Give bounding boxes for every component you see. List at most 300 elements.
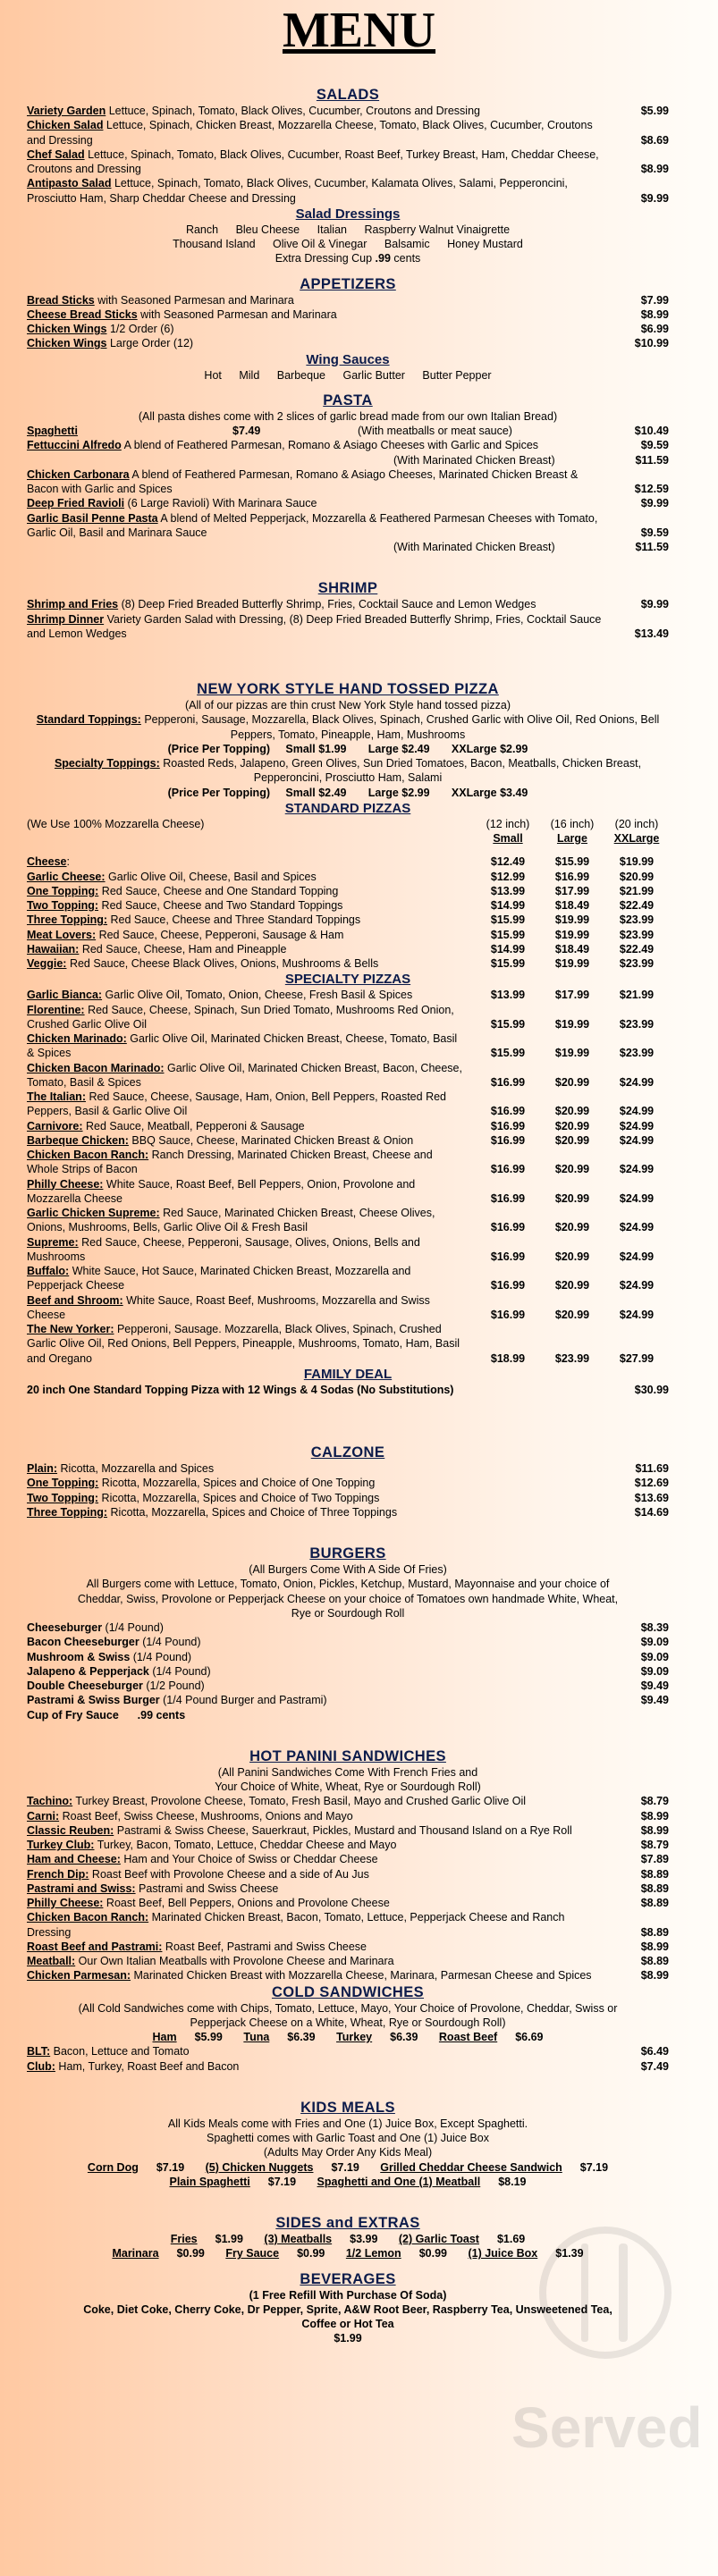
- panini-item-name: Philly Cheese:: [27, 1897, 104, 1909]
- burger-item: [27, 1693, 669, 1707]
- appetizer-item-text: Large Order (12): [106, 337, 194, 350]
- panini-item-desc: [27, 1896, 615, 1910]
- pasta-penne: Garlic Basil Penne Pasta A blend of Melted Pepperjack, Mozzarella & Feathered Parmesan Cheeses with Tomato, Garlic Oil, Basil and Marinara Sauce $9.59: [27, 511, 669, 539]
- burger-item-name: Pastrami & Swiss Burger: [27, 1694, 160, 1707]
- dressing: Honey Mustard: [447, 238, 523, 250]
- burgers-title: BURGERS: [309, 1545, 386, 1562]
- calzone-item: [27, 1491, 669, 1505]
- specialty-pizza-row-desc: [27, 1090, 476, 1119]
- specialty-pizza-row: [27, 1235, 669, 1265]
- cold-sandwich-item-price: $7.49: [640, 2059, 669, 2073]
- standard-pizza-row-text: Red Sauce, Cheese and One Standard Topping: [98, 884, 339, 897]
- salad-item-desc: [27, 147, 615, 177]
- salad-dressings-title: Salad Dressings: [295, 206, 401, 222]
- wing-sauces-title: Wing Sauces: [306, 351, 390, 367]
- salad-item-name: Antipasto Salad: [27, 177, 112, 190]
- appetizer-item-price: $6.99: [640, 323, 669, 335]
- standard-pizza-row-price: $19.99: [554, 957, 590, 970]
- standard-pizza-row-price: $23.99: [619, 913, 655, 927]
- shrimp-item-desc: [27, 612, 615, 642]
- panini-item-desc: [27, 1823, 615, 1838]
- specialty-pizza-row-text: White Sauce, Roast Beef, Bell Peppers, Onion, Provolone and Mozzarella Cheese: [27, 1177, 416, 1205]
- pasta-note: (All pasta dishes come with 2 slices of garlic bread made from our own Italian Bread): [138, 409, 558, 423]
- panini-item-name: Roast Beef and Pastrami:: [27, 1940, 163, 1953]
- salad-item-price: $8.99: [640, 163, 669, 175]
- panini-item: [27, 1852, 669, 1866]
- burger-item-desc: [27, 1693, 615, 1707]
- specialty-pizza-row-price: $16.99: [490, 1191, 526, 1205]
- standard-pizza-row: [27, 942, 669, 956]
- specialty-pizza-row-price: $21.99: [619, 989, 655, 1002]
- specialty-pizza-row-price: $16.99: [490, 1105, 526, 1118]
- shrimp-title: SHRIMP: [317, 580, 378, 597]
- specialty-pizza-row-price: $20.99: [554, 1250, 590, 1263]
- burger-item-name: Mushroom & Swiss: [27, 1650, 131, 1663]
- appetizer-item-text: 1/2 Order (6): [106, 323, 174, 335]
- appetizer-item-name: Chicken Wings: [27, 337, 107, 350]
- calzone-item-name: One Topping:: [27, 1477, 99, 1490]
- appetizer-item-name: Chicken Wings: [27, 323, 107, 335]
- specialty-pizza-row-desc: [27, 1322, 476, 1366]
- pasta-penne-chicken: (With Marinated Chicken Breast) $11.59: [393, 541, 669, 553]
- burger-item-price: $9.09: [640, 1664, 669, 1678]
- standard-pizza-row-price: $18.49: [554, 899, 590, 912]
- calzone-item: [27, 1476, 669, 1490]
- panini-item-text: Pastrami & Swiss Cheese, Sauerkraut, Pickles, Mustard and Thousand Island on a Rye Roll: [114, 1823, 572, 1837]
- sauce: Butter Pepper: [422, 368, 492, 382]
- specialty-pizza-row-price: $24.99: [619, 1191, 655, 1205]
- appetizer-item-name: Bread Sticks: [27, 293, 95, 307]
- salad-item-desc: [27, 118, 615, 147]
- calzone-item-desc: [27, 1491, 615, 1505]
- shrimp-item-price: $9.99: [640, 598, 669, 611]
- specialty-pizza-row-desc: [27, 1293, 476, 1323]
- panini-item-text: Marinated Chicken Breast with Mozzarella Cheese, Marinara, Parmesan Cheese and Spices: [131, 1969, 592, 1983]
- specialty-pizza-row-price: $24.99: [619, 1221, 655, 1234]
- pasta-title: PASTA: [323, 391, 373, 408]
- specialty-pizza-row-name: Barbeque Chicken:: [27, 1133, 129, 1147]
- specialty-pizza-row-text: Red Sauce, Cheese, Pepperoni, Sausage, Olives, Onions, Bells and Mushrooms: [27, 1235, 420, 1263]
- kids-note-1: All Kids Meals come with Fries and One (1) Juice Box, Except Spaghetti.: [167, 2117, 528, 2130]
- specialty-pizza-row-price: $16.99: [490, 1119, 526, 1132]
- calzone-item-name: Plain:: [27, 1462, 58, 1475]
- panini-item-text: Turkey, Bacon, Tomato, Lettuce, Cheddar Cheese and Mayo: [94, 1839, 397, 1851]
- calzone-list: [27, 1461, 669, 1520]
- specialty-pizza-row-desc: [27, 1177, 476, 1207]
- salad-item-text: Lettuce, Spinach, Chicken Breast, Mozzarella Cheese, Tomato, Black Olives, Cucumber, Croutons and Dressing: [27, 119, 593, 147]
- specialty-pizza-row-name: Carnivore:: [27, 1119, 83, 1132]
- shrimp-item-text: Variety Garden Salad with Dressing, (8) Deep Fried Breaded Butterfly Shrimp, Fries, Cocktail Sauce and Lemon Wedges: [27, 612, 602, 640]
- standard-pizza-list: [27, 854, 669, 971]
- calzone-item-text: Ricotta, Mozzarella and Spices: [57, 1462, 215, 1475]
- panini-item: [27, 1809, 669, 1823]
- standard-pizza-row-desc: [27, 942, 476, 956]
- cold-list: [27, 2044, 669, 2074]
- panini-item-name: Ham and Cheese:: [27, 1853, 121, 1866]
- cold-sandwich-item-name: BLT:: [27, 2045, 51, 2058]
- panini-item-name: Chicken Parmesan:: [27, 1969, 131, 1983]
- salad-item: [27, 147, 669, 177]
- standard-pizza-row-price: $19.99: [619, 855, 655, 869]
- dressing: Ranch: [185, 223, 219, 236]
- dressing: Olive Oil & Vinegar: [273, 238, 367, 250]
- burger-item-price: $9.09: [640, 1650, 669, 1663]
- family-deal-title: FAMILY DEAL: [303, 1366, 393, 1382]
- panini-item-name: Meatball:: [27, 1955, 76, 1967]
- specialty-pizza-row-desc: [27, 1148, 476, 1177]
- specialty-pizza-row-price: $16.99: [490, 1250, 526, 1263]
- standard-pizza-row-name: Two Topping:: [27, 899, 99, 912]
- specialty-pizza-row: [27, 988, 669, 1002]
- appetizer-item: [27, 293, 669, 307]
- standard-pizza-row-price: $12.49: [490, 855, 526, 869]
- specialty-pizza-row-text: BBQ Sauce, Cheese, Marinated Chicken Breast & Onion: [128, 1133, 414, 1147]
- panini-item-text: Roast Beef, Swiss Cheese, Mushrooms, Onions and Mayo: [59, 1809, 353, 1823]
- panini-title: HOT PANINI SANDWICHES: [249, 1747, 446, 1764]
- panini-item-price: $8.99: [640, 1823, 669, 1837]
- standard-pizza-row-name: One Topping:: [27, 884, 99, 897]
- beverages-list: Coke, Diet Coke, Cherry Coke, Dr Pepper, Sprite, A&W Root Beer, Raspberry Tea, Unsweetened Tea, Coffee or Hot Tea: [83, 2302, 612, 2330]
- burger-item-name: Double Cheeseburger: [27, 1679, 143, 1692]
- burger-item-name: Bacon Cheeseburger: [27, 1636, 139, 1649]
- kids-note-2: Spaghetti comes with Garlic Toast and One (1) Juice Box: [207, 2132, 489, 2144]
- specialty-pizza-row-price: $13.99: [490, 989, 526, 1002]
- panini-item-price: $8.89: [640, 1881, 669, 1895]
- burger-item: [27, 1679, 669, 1693]
- cold-sandwich-item-name: Club:: [27, 2059, 55, 2073]
- specialty-pizza-row: [27, 1031, 669, 1061]
- panini-item-text: Pastrami and Swiss Cheese: [135, 1881, 279, 1895]
- calzone-item-price: $12.69: [634, 1477, 669, 1490]
- specialty-pizza-row-text: Garlic Olive Oil, Marinated Chicken Breast, Bacon, Cheese, Tomato, Basil & Spices: [27, 1061, 462, 1089]
- specialty-pizza-row-price: $20.99: [554, 1105, 590, 1118]
- specialty-pizza-row-price: $16.99: [490, 1308, 526, 1321]
- standard-pizza-row-price: $15.99: [490, 913, 526, 927]
- appetizer-item: [27, 322, 669, 336]
- specialty-pizza-row-price: $16.99: [490, 1279, 526, 1292]
- standard-pizza-row-price: $22.49: [619, 942, 655, 955]
- specialty-pizza-row-price: $23.99: [619, 1047, 655, 1060]
- standard-pizza-row-text: Red Sauce, Cheese, Pepperoni, Sausage & Ham: [96, 928, 344, 941]
- standard-topping-prices: (Price Per Topping) Small $1.99 Large $2.49 XXLarge $2.99: [167, 742, 528, 755]
- specialty-pizza-row-text: White Sauce, Roast Beef, Mushrooms, Mozzarella and Swiss Cheese: [27, 1293, 430, 1321]
- specialty-pizza-row-text: Red Sauce, Marinated Chicken Breast, Cheese Olives, Onions, Mushrooms, Bells, Garlic Olive Oil & Fresh Basil: [27, 1207, 435, 1234]
- calzone-item-text: Ricotta, Mozzarella, Spices and Choice of One Topping: [98, 1477, 376, 1490]
- panini-item-text: Our Own Italian Meatballs with Provolone Cheese and Marinara: [75, 1955, 394, 1967]
- standard-pizza-row-desc: [27, 913, 476, 927]
- specialty-pizza-row-price: $16.99: [490, 1163, 526, 1176]
- salad-item-text: Lettuce, Spinach, Tomato, Black Olives, Cucumber, Kalamata Olives, Salami, Pepperoncini, Prosciutto Ham, Sharp Cheddar Cheese and Dressing: [27, 177, 568, 205]
- calzone-item-price: $13.69: [634, 1491, 669, 1504]
- sides-row-2: Marinara $0.99 Fry Sauce $0.99 1/2 Lemon $0.99 (1) Juice Box $1.39: [112, 2247, 584, 2260]
- specialty-pizza-row-price: $16.99: [490, 1075, 526, 1089]
- beverages-price: $1.99: [334, 2332, 362, 2345]
- standard-pizza-row-name: Cheese: [27, 855, 67, 869]
- salad-item: [27, 176, 669, 206]
- panini-item-price: $8.89: [640, 1867, 669, 1881]
- specialty-pizza-row-text: Red Sauce, Cheese, Spinach, Sun Dried Tomato, Mushrooms Red Onion, Crushed Garlic Olive Oil: [27, 1003, 454, 1031]
- specialty-pizza-row-price: $20.99: [554, 1133, 590, 1147]
- panini-item: [27, 1910, 669, 1940]
- specialty-pizza-row-desc: [27, 1133, 476, 1148]
- specialty-pizza-row-desc: [27, 1264, 476, 1293]
- dressing: Thousand Island: [173, 238, 256, 250]
- sides-title: SIDES and EXTRAS: [275, 2215, 420, 2231]
- appetizer-item-text: with Seasoned Parmesan and Marinara: [94, 293, 294, 307]
- salad-item-price: $8.69: [640, 133, 669, 147]
- sauce: Hot: [204, 368, 222, 382]
- standard-pizza-row-desc: [27, 956, 476, 971]
- standard-pizza-row-price: $18.49: [554, 942, 590, 955]
- specialty-pizza-row-price: $24.99: [619, 1075, 655, 1089]
- salad-item-desc: [27, 104, 615, 118]
- standard-pizza-row-name: Garlic Cheese:: [27, 870, 106, 883]
- specialty-pizza-row: [27, 1293, 669, 1323]
- standard-pizza-row-name: Veggie:: [27, 957, 67, 970]
- burger-item-desc: [27, 1679, 615, 1693]
- burger-item-text: (1/4 Pound): [130, 1650, 192, 1663]
- specialty-pizza-row-price: $24.99: [619, 1308, 655, 1321]
- specialty-pizza-row-name: Supreme:: [27, 1235, 79, 1249]
- salads-title: SALADS: [316, 87, 380, 103]
- calzone-item: [27, 1505, 669, 1520]
- calzone-title: CALZONE: [310, 1444, 385, 1461]
- standard-pizza-row-text: Red Sauce, Cheese and Two Standard Toppings: [98, 899, 343, 912]
- calzone-item-desc: [27, 1476, 615, 1490]
- panini-item-price: $8.89: [640, 1925, 669, 1939]
- appetizer-item: [27, 307, 669, 322]
- panini-note-1: (All Panini Sandwiches Come With French Fries and: [217, 1765, 478, 1779]
- specialty-pizza-row-price: $19.99: [554, 1017, 590, 1031]
- panini-item-name: Classic Reuben:: [27, 1823, 114, 1837]
- standard-pizza-row-price: $13.99: [490, 884, 526, 897]
- panini-item-name: Tachino:: [27, 1795, 73, 1808]
- calzone-item-desc: [27, 1505, 615, 1520]
- shrimp-item: [27, 612, 669, 642]
- standard-pizza-row-price: $20.99: [619, 870, 655, 883]
- appetizer-item: [27, 336, 669, 350]
- standard-pizza-row-desc: [27, 870, 476, 884]
- burger-item: [27, 1664, 669, 1679]
- appetizers-title: APPETIZERS: [300, 275, 396, 292]
- specialty-pizza-row: [27, 1061, 669, 1090]
- standard-pizza-row-desc: [27, 898, 476, 913]
- standard-pizza-row-text: Red Sauce, Cheese, Ham and Pineapple: [79, 942, 287, 955]
- salad-item-name: Chicken Salad: [27, 119, 104, 132]
- dressing: Italian: [317, 223, 347, 236]
- appetizer-item-price: $7.99: [640, 293, 669, 307]
- specialty-pizzas-title: SPECIALTY PIZZAS: [284, 972, 411, 988]
- specialty-pizza-row-name: Chicken Bacon Ranch:: [27, 1149, 149, 1161]
- standard-pizza-row-price: $19.99: [554, 928, 590, 941]
- panini-item-price: $8.79: [640, 1839, 669, 1851]
- panini-item-price: $8.99: [640, 1940, 669, 1953]
- appetizers-list: [27, 293, 669, 351]
- kids-row-2: Plain Spaghetti $7.19 Spaghetti and One (1) Meatball $8.19: [169, 2175, 527, 2188]
- panini-item-price: $8.89: [640, 1955, 669, 1967]
- specialty-pizza-row: [27, 1322, 669, 1366]
- extra-dressing: Extra Dressing Cup .99 cents: [275, 252, 421, 265]
- standard-pizza-row: [27, 956, 669, 971]
- burger-item: [27, 1621, 669, 1635]
- panini-item-desc: [27, 1954, 615, 1968]
- burger-item-text: (1/4 Pound): [102, 1621, 164, 1634]
- specialty-pizza-row-text: Red Sauce, Meatball, Pepperoni & Sausage: [82, 1119, 305, 1132]
- calzone-item-text: Ricotta, Mozzarella, Spices and Choice of Two Toppings: [98, 1491, 380, 1504]
- panini-item-desc: [27, 1838, 615, 1852]
- shrimp-item-name: Shrimp Dinner: [27, 612, 105, 626]
- panini-item-desc: [27, 1910, 615, 1940]
- appetizer-item-price: $10.99: [634, 337, 669, 350]
- shrimp-item: [27, 597, 669, 611]
- specialty-pizza-row-name: Beef and Shroom:: [27, 1293, 123, 1307]
- kids-row-1: Corn Dog $7.19 (5) Chicken Nuggets $7.19 Grilled Cheddar Cheese Sandwich $7.19: [87, 2160, 609, 2174]
- panini-item-desc: [27, 1852, 615, 1866]
- specialty-pizza-row: [27, 1090, 669, 1119]
- specialty-pizza-row-price: $17.99: [554, 989, 590, 1002]
- specialty-pizza-row-name: Chicken Marinado:: [27, 1032, 127, 1045]
- panini-item-desc: [27, 1809, 615, 1823]
- cold-sandwiches-title: COLD SANDWICHES: [271, 1983, 425, 2000]
- appetizer-item-price: $8.99: [640, 307, 669, 321]
- panini-item-text: Roast Beef, Bell Peppers, Onions and Provolone Cheese: [103, 1897, 390, 1909]
- panini-item-text: Roast Beef with Provolone Cheese and a side of Au Jus: [89, 1867, 369, 1881]
- specialty-pizza-row-price: $20.99: [554, 1075, 590, 1089]
- specialty-pizza-row: [27, 1177, 669, 1207]
- pasta-carbonara: Chicken Carbonara A blend of Feathered Parmesan, Romano & Asiago Cheeses, Marinated Chicken Breast & Bacon with Garlic and Spices $12.59: [27, 467, 669, 495]
- burger-item-desc: [27, 1664, 615, 1679]
- specialty-pizza-row-price: $23.99: [554, 1351, 590, 1365]
- panini-item: [27, 1794, 669, 1808]
- standard-pizza-row-price: $15.99: [554, 855, 590, 869]
- wing-sauces-list: [27, 368, 669, 383]
- dressings-line-2: [27, 237, 669, 251]
- specialty-pizza-row-price: $20.99: [554, 1163, 590, 1176]
- specialty-pizza-list: [27, 988, 669, 1366]
- panini-item-price: $8.89: [640, 1897, 669, 1909]
- specialty-pizza-row-price: $16.99: [490, 1221, 526, 1234]
- cold-sandwich-item-desc: [27, 2059, 615, 2074]
- standard-pizza-row-price: $22.49: [619, 899, 655, 912]
- standard-pizza-row-price: $21.99: [619, 884, 655, 897]
- standard-pizza-row: [27, 884, 669, 898]
- salad-item: [27, 118, 669, 147]
- shrimp-item-name: Shrimp and Fries: [27, 598, 119, 611]
- standard-pizzas-title: STANDARD PIZZAS: [284, 800, 411, 816]
- specialty-pizza-row-price: $19.99: [554, 1047, 590, 1060]
- beverages-title: BEVERAGES: [300, 2270, 396, 2287]
- beverages-note: (1 Free Refill With Purchase Of Soda): [249, 2288, 447, 2302]
- standard-pizza-row: [27, 928, 669, 942]
- sauce: Mild: [239, 368, 260, 382]
- panini-item-price: $8.99: [640, 1809, 669, 1823]
- pasta-fettuccini: Fettuccini Alfredo A blend of Feathered Parmesan, Romano & Asiago Cheeses with Garlic and Spices $9.59: [27, 439, 669, 452]
- salad-item-price: $9.99: [640, 191, 669, 205]
- calzone-item-price: $11.69: [635, 1462, 669, 1475]
- specialty-pizza-row-text: Garlic Olive Oil, Marinated Chicken Breast, Cheese, Tomato, Basil & Spices: [27, 1032, 458, 1060]
- panini-item: [27, 1867, 669, 1881]
- standard-pizza-row-price: $12.99: [490, 870, 526, 883]
- burger-item-price: $9.49: [640, 1679, 669, 1692]
- panini-item-price: $8.79: [640, 1795, 669, 1808]
- standard-pizza-row: [27, 854, 669, 869]
- specialty-pizza-row-price: $20.99: [554, 1221, 590, 1234]
- burger-item-price: $9.49: [640, 1694, 669, 1707]
- sides-row-1: Fries $1.99 (3) Meatballs $3.99 (2) Garlic Toast $1.69: [170, 2233, 526, 2245]
- specialty-pizza-row: [27, 1206, 669, 1235]
- dressing: Raspberry Walnut Vinaigrette: [364, 223, 511, 236]
- specialty-pizza-row-price: $20.99: [554, 1191, 590, 1205]
- standard-pizza-row: [27, 870, 669, 884]
- panini-item: [27, 1896, 669, 1910]
- standard-pizza-row-text: Red Sauce, Cheese and Three Standard Toppings: [107, 913, 361, 927]
- panini-item-name: Chicken Bacon Ranch:: [27, 1911, 149, 1924]
- standard-pizza-row-desc: [27, 884, 476, 898]
- panini-item: [27, 1881, 669, 1896]
- calzone-item-text: Ricotta, Mozzarella, Spices and Choice of Three Toppings: [107, 1505, 398, 1519]
- specialty-pizza-row-name: Philly Cheese:: [27, 1177, 104, 1191]
- salad-item-desc: [27, 176, 615, 206]
- panini-item-price: $8.99: [640, 1969, 669, 1983]
- panini-item: [27, 1940, 669, 1954]
- specialty-pizza-row: [27, 1003, 669, 1032]
- shrimp-item-desc: [27, 597, 615, 611]
- panini-item-desc: [27, 1968, 615, 1983]
- burger-item-text: (1/4 Pound): [139, 1636, 201, 1649]
- cold-sandwich-item-text: Bacon, Lettuce and Tomato: [50, 2045, 190, 2058]
- standard-pizza-row-price: $19.99: [554, 913, 590, 927]
- burger-item: [27, 1650, 669, 1664]
- kids-meals-title: KIDS MEALS: [300, 2099, 395, 2116]
- specialty-pizza-row-name: The Italian:: [27, 1090, 86, 1103]
- standard-pizza-row-price: $15.99: [490, 957, 526, 970]
- pizza-size-header: (We Use 100% Mozzarella Cheese) (12 inch) (16 inch) (20 inch) Small Large XXLarge: [27, 817, 660, 845]
- calzone-item-price: $14.69: [634, 1505, 669, 1519]
- burgers-note-1: (All Burgers Come With A Side Of Fries): [249, 1563, 447, 1576]
- standard-pizza-row-price: $14.99: [490, 942, 526, 955]
- cold-sandwich-item-price: $6.49: [640, 2045, 669, 2058]
- panini-item-name: Turkey Club:: [27, 1839, 95, 1851]
- specialty-pizza-row-text: Ranch Dressing, Marinated Chicken Breast, Cheese and Whole Strips of Bacon: [27, 1149, 433, 1176]
- specialty-pizza-row-name: Florentine:: [27, 1003, 85, 1016]
- standard-pizza-row-name: Meat Lovers:: [27, 928, 97, 941]
- panini-item-text: Roast Beef, Pastrami and Swiss Cheese: [162, 1940, 367, 1953]
- burger-item-desc: [27, 1621, 615, 1635]
- panini-item: [27, 1954, 669, 1968]
- specialty-pizza-row: [27, 1133, 669, 1148]
- shrimp-item-text: (8) Deep Fried Breaded Butterfly Shrimp, Fries, Cocktail Sauce and Lemon Wedges: [118, 598, 536, 611]
- calzone-item: [27, 1461, 669, 1476]
- pasta-fettuccini-chicken: (With Marinated Chicken Breast) $11.59: [393, 453, 669, 467]
- menu-content: [27, 86, 669, 2346]
- standard-pizza-row-name: Three Topping:: [27, 913, 108, 927]
- burger-item-name: Jalapeno & Pepperjack: [27, 1664, 149, 1678]
- specialty-pizza-row-desc: [27, 1061, 476, 1090]
- salad-item-name: Chef Salad: [27, 147, 85, 161]
- specialty-pizza-row-price: $20.99: [554, 1279, 590, 1292]
- salad-item-text: Lettuce, Spinach, Tomato, Black Olives, Cucumber, Croutons and Dressing: [106, 105, 480, 117]
- specialty-pizza-row-name: The New Yorker:: [27, 1323, 114, 1335]
- burger-item-text: (1/4 Pound Burger and Pastrami): [159, 1694, 327, 1707]
- standard-pizza-row-desc: [27, 854, 476, 869]
- salad-item-price: $5.99: [640, 105, 669, 117]
- panini-item-price: $7.89: [640, 1853, 669, 1866]
- burger-item: [27, 1635, 669, 1649]
- standard-pizza-row-desc: [27, 928, 476, 942]
- salads-list: [27, 104, 669, 206]
- burger-item-desc: [27, 1635, 615, 1649]
- pasta-ravioli: Deep Fried Ravioli (6 Large Ravioli) With Marinara Sauce $9.99: [27, 497, 669, 510]
